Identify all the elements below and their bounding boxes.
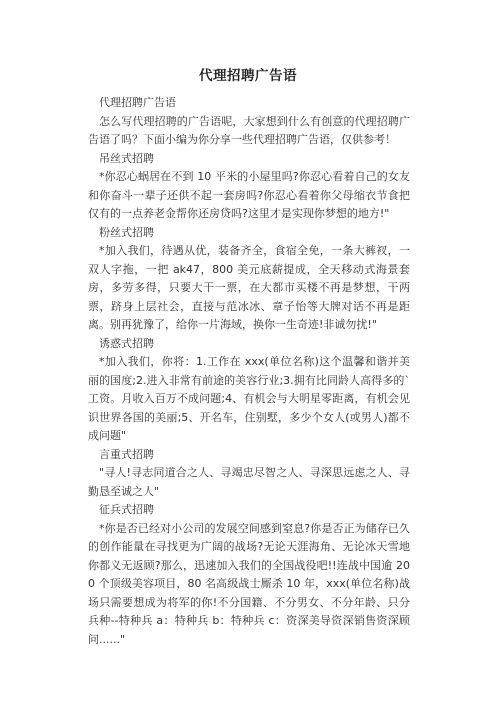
section-text: *你忍心蜗居在不到 10 平米的小屋里吗?你忍心看着自己的女友和你奋斗一辈子还供不起一套房吗?你忍心看着你父母缩衣节食把仅有的一点养老金帮你还房贷吗?这里才是实现你梦想的地方!": [88, 170, 410, 220]
section-text: *加入我们，待遇从优，装备齐全，食宿全免，一条大裤衩，一双人字拖，一把 ak47，800 美元底薪提成，全天移动式海景套房，多劳多得，只要大干一票，在大都市买楼不再是梦想，干两票，跻身上层社会，直接与范冰冰、章子怡等大牌对话不再是距离。别再犹豫了，给你一片海域，换你一生奇迹!非诚勿扰!": [88, 244, 410, 331]
section-text: *加入我们，你将：1.工作在 xxx(单位名称)这个温馨和谐并美丽的国度;2.进入非常有前途的美容行业;3.拥有比同龄人高得多的`工资。月收入百万不成问题;4、有机会与大明星零距离，有机会见识世界各国的美丽;5、开名车，住别墅，多少个女人(或男人)都不成问题": [88, 355, 410, 442]
intro-paragraph: 怎么写代理招聘的广告语呢，大家想到什么有创意的代理招聘广告语了吗？下面小编为你分享一些代理招聘广告语，仅供参考！: [88, 114, 410, 146]
section-heading: 诱惑式招聘: [99, 336, 154, 350]
section-heading: 粉丝式招聘: [99, 225, 154, 239]
section-text: "寻人!寻志同道合之人、寻竭忠尽智之人、寻深思远虑之人、寻勤恳至诚之人": [88, 466, 410, 498]
section-text: *你是否已经对小公司的发展空间感到窒息?你是否正为储存已久的创作能量在寻找更为广阔的战场?无论天涯海角、无论冰天雪地你都义无返顾?那么，迅速加入我们的全国战役吧!!连战中国逾 200 个顶级美容项目，80 名高级战士厮杀 10 年，xxx(单位名称)战场只需要想成为将军的你!不分国籍、不分男女、不分年龄、只分兵种--特种兵 a：特种兵 b：特种兵 c：资深美导资深销售资深顾问......": [88, 521, 410, 646]
section-heading: 征兵式招聘: [99, 503, 154, 516]
document-subtitle: 代理招聘广告语: [99, 96, 176, 109]
document-body: [88, 94, 410, 649]
section-heading: 言重式招聘: [99, 447, 154, 461]
document-title: 代理招聘广告语: [199, 68, 297, 84]
section-heading: 吊丝式招聘: [99, 151, 154, 165]
